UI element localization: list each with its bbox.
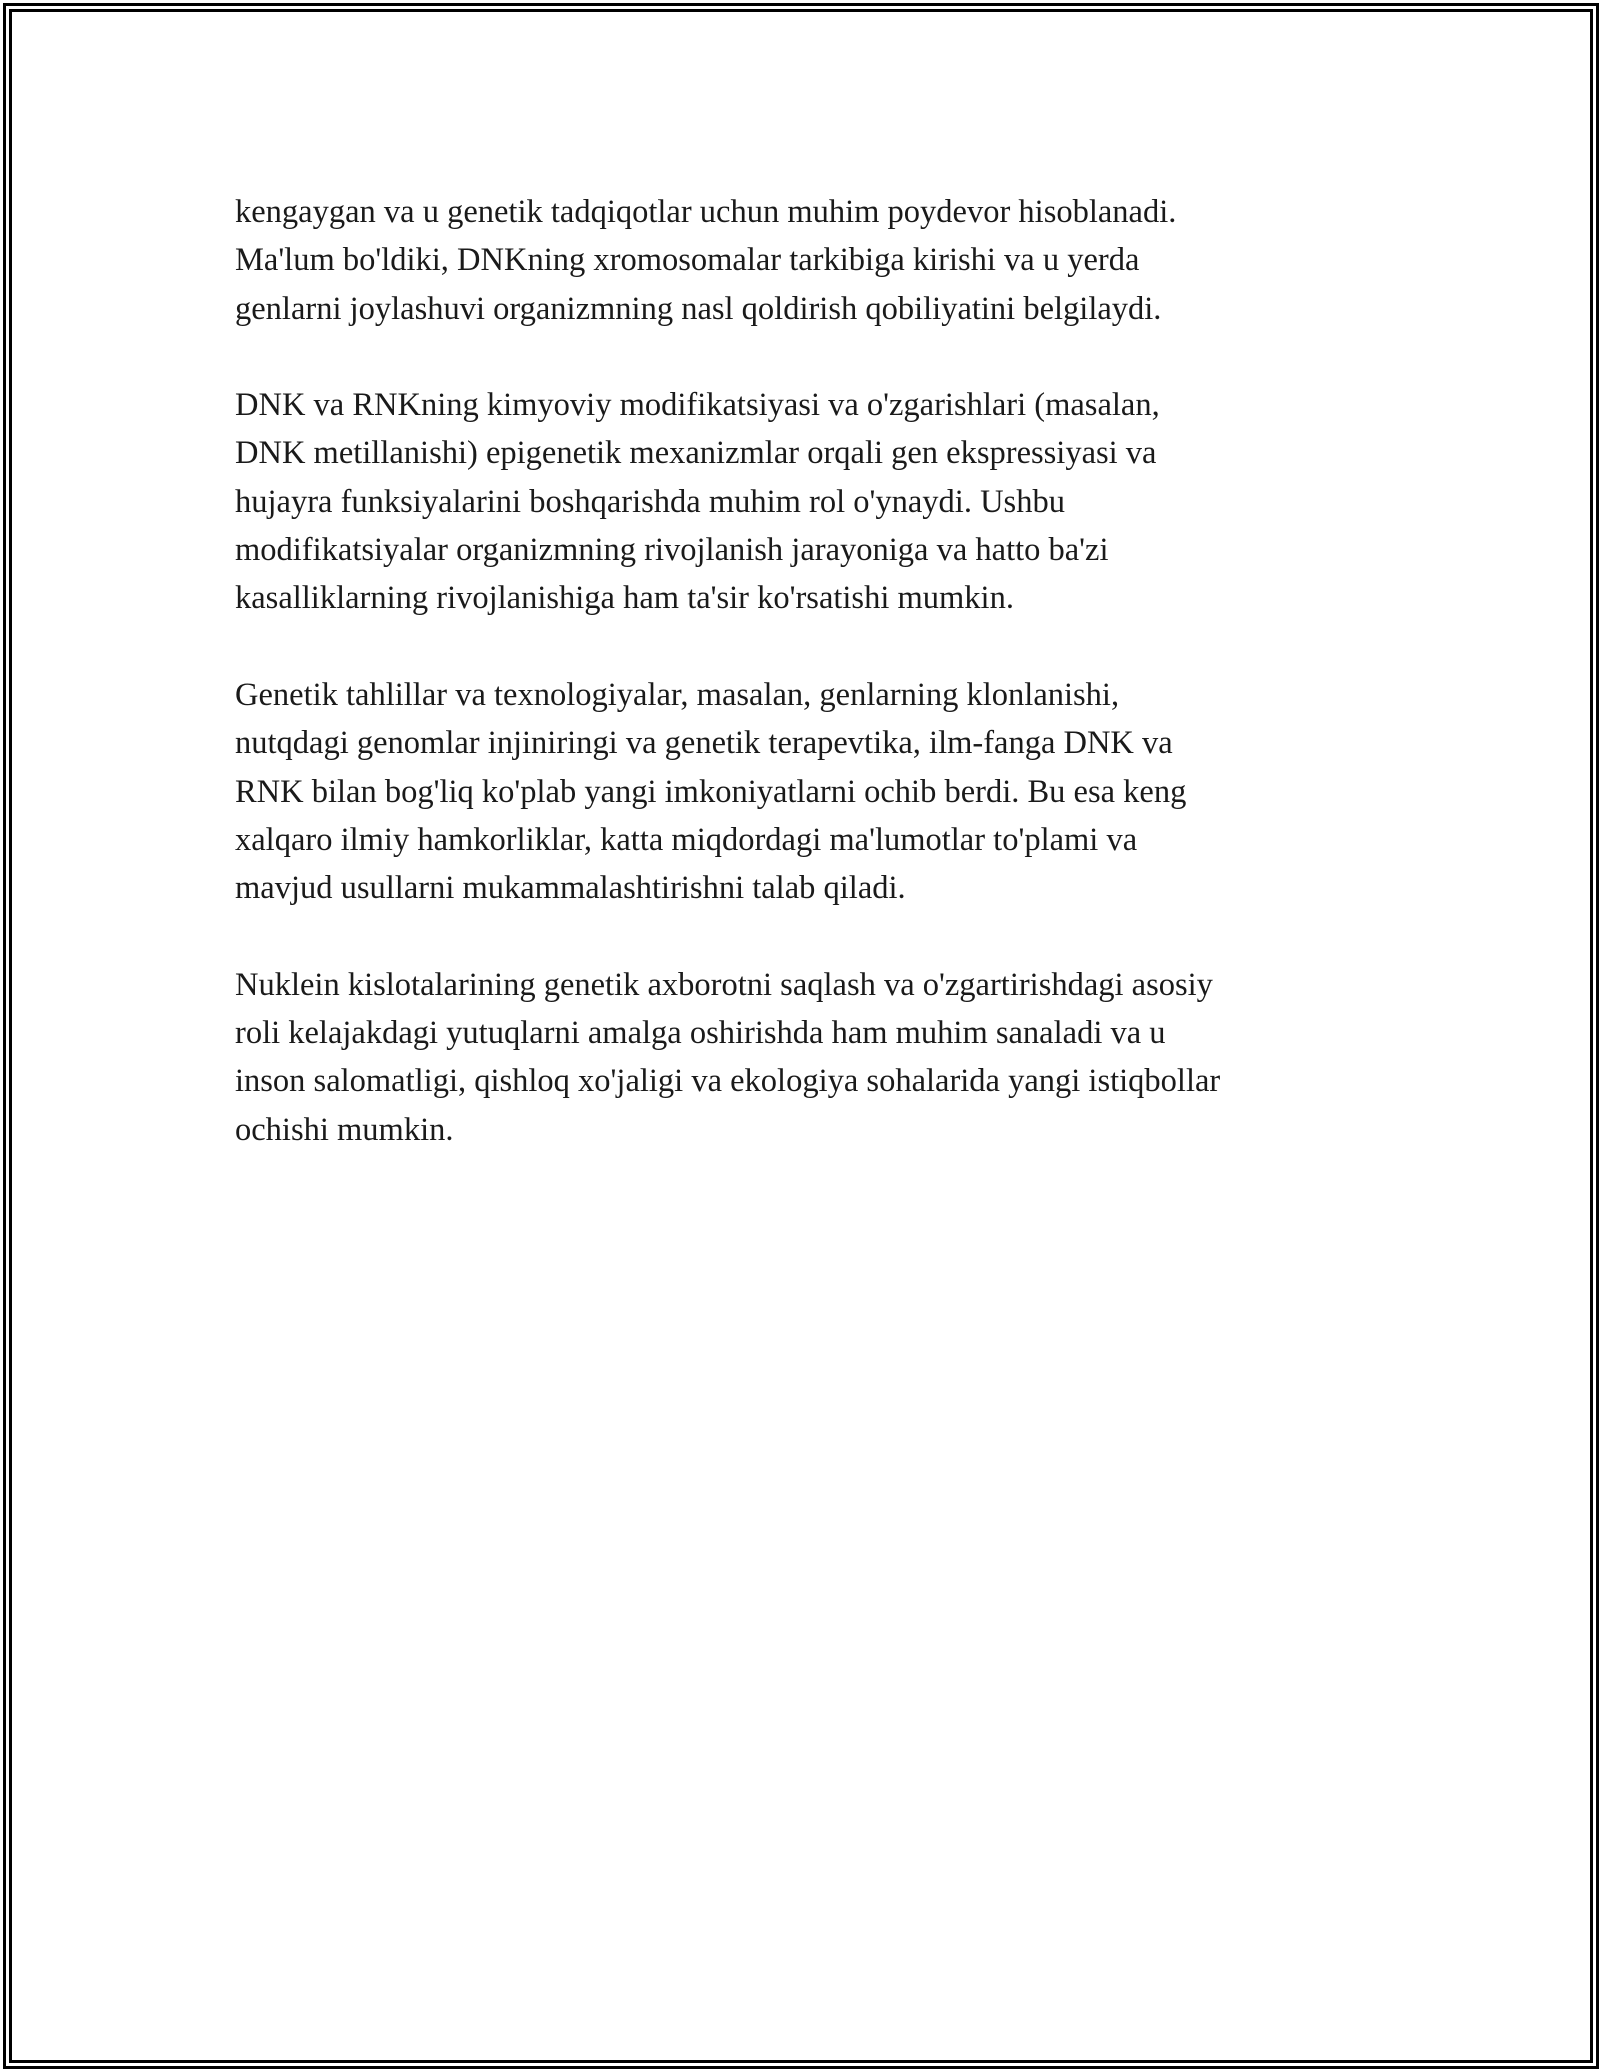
- paragraph-1: [235, 188, 1365, 333]
- text-line: nutqdagi genomlar injiniringi va genetik terapevtika, ilm-fanga DNK va: [235, 725, 1173, 762]
- document-body: [235, 188, 1365, 1202]
- text-line: xalqaro ilmiy hamkorliklar, katta miqdordagi ma'lumotlar to'plami va: [235, 821, 1138, 858]
- text-line: Ma'lum bo'ldiki, DNKning xromosomalar tarkibiga kirishi va u yerda: [235, 242, 1140, 279]
- text-line: kasalliklarning rivojlanishiga ham ta'sir ko'rsatishi mumkin.: [235, 580, 1014, 617]
- text-line: genlarni joylashuvi organizmning nasl qoldirish qobiliyatini belgilaydi.: [235, 290, 1162, 327]
- text-line: mavjud usullarni mukammalashtirishni talab qiladi.: [235, 870, 906, 907]
- paragraph-4: [235, 961, 1365, 1154]
- text-line: DNK metillanishi) epigenetik mexanizmlar orqali gen ekspressiyasi va: [235, 435, 1157, 472]
- text-line: inson salomatligi, qishloq xo'jaligi va ekologiya sohalarida yangi istiqbollar: [235, 1063, 1221, 1100]
- paragraph-3: [235, 671, 1365, 912]
- text-line: ochishi mumkin.: [235, 1111, 454, 1148]
- text-line: Nuklein kislotalarining genetik axborotni saqlash va o'zgartirishdagi asosiy: [235, 966, 1213, 1003]
- text-line: Genetik tahlillar va texnologiyalar, masalan, genlarning klonlanishi,: [235, 676, 1120, 713]
- text-line: RNK bilan bog'liq ko'plab yangi imkoniyatlarni ochib berdi. Bu esa keng: [235, 773, 1187, 810]
- text-line: kengaygan va u genetik tadqiqotlar uchun muhim poydevor hisoblanadi.: [235, 194, 1177, 230]
- text-line: DNK va RNKning kimyoviy modifikatsiyasi va o'zgarishlari (masalan,: [235, 387, 1160, 424]
- paragraph-2: [235, 381, 1365, 622]
- text-line: hujayra funksiyalarini boshqarishda muhim rol o'ynaydi. Ushbu: [235, 483, 1065, 520]
- text-line: roli kelajakdagi yutuqlarni amalga oshirishda ham muhim sanaladi va u: [235, 1015, 1166, 1052]
- text-line: modifikatsiyalar organizmning rivojlanish jarayoniga va hatto ba'zi: [235, 532, 1109, 569]
